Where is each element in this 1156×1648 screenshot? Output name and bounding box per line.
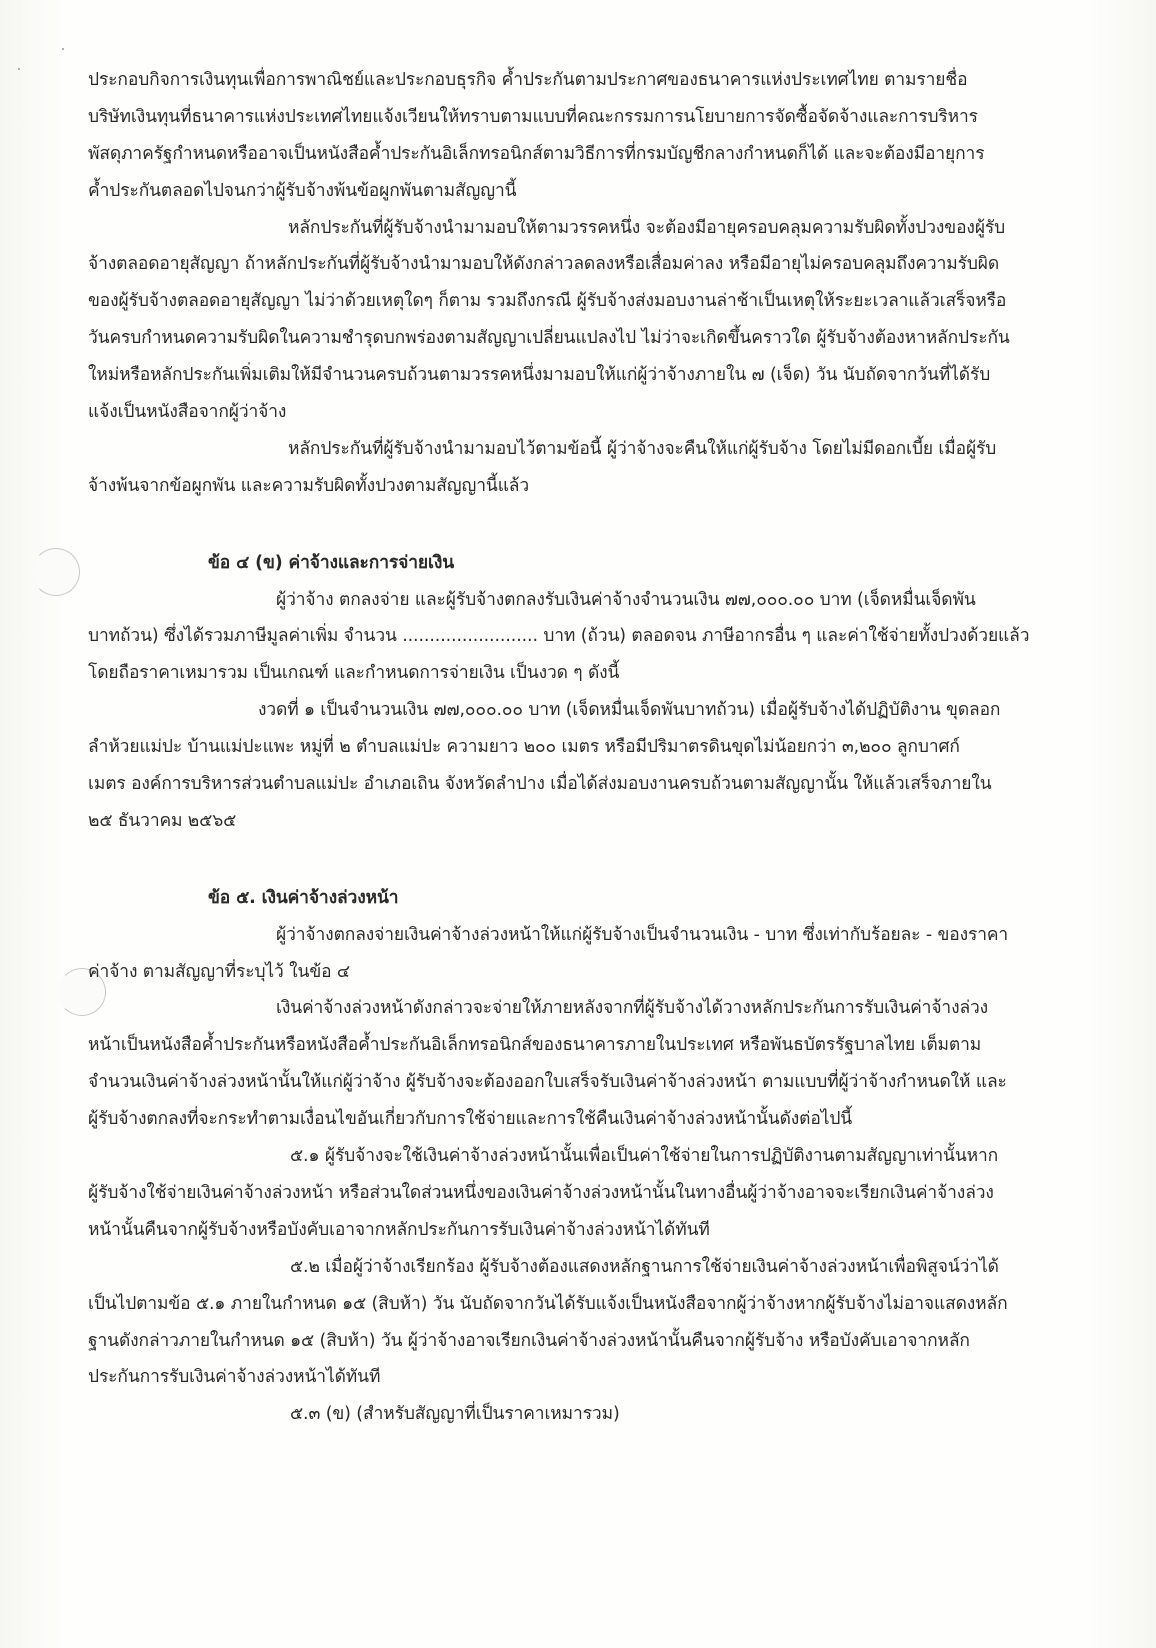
- text-line: ๕.๒ เมื่อผู้ว่าจ้างเรียกร้อง ผู้รับจ้างต้องแสดงหลักฐานการใช้จ่ายเงินค่าจ้างล่วงหน้าเพื่อพิสูจน์ว่าได้: [290, 1256, 999, 1277]
- text-line: จ้างพ้นจากข้อผูกพัน และความรับผิดทั้งปวงตามสัญญานี้แล้ว: [88, 475, 530, 496]
- text-line: งวดที่ ๑ เป็นจำนวนเงิน ๗๗,๐๐๐.๐๐ บาท (เจ็ดหมื่นเจ็ดพันบาทถ้วน) เมื่อผู้รับจ้างได้ปฏิบัติงาน ขุดลอก: [258, 700, 1001, 721]
- intro-paragraph: [88, 62, 1068, 210]
- text-line: วันครบกำหนดความรับผิดในความชำรุดบกพร่องตามสัญญาเปลี่ยนแปลงไป ไม่ว่าจะเกิดขึ้นคราวใด ผู้รับจ้างต้องหาหลักประกัน: [88, 328, 1010, 349]
- text-line: พัสดุภาครัฐกำหนดหรืออาจเป็นหนังสือค้ำประกันอิเล็กทรอนิกส์ตามวิธีการที่กรมบัญชีกลางกำหนดก็ได้ และจะต้องมีอายุการ: [88, 143, 985, 164]
- text-line: จำนวนเงินค่าจ้างล่วงหน้านั้นให้แก่ผู้ว่าจ้าง ผู้รับจ้างจะต้องออกใบเสร็จรับเงินค่าจ้างล่วงหน้า ตามแบบที่ผู้ว่าจ้างกำหนดให้ และ: [88, 1072, 1007, 1093]
- text-line: ผู้ว่าจ้าง ตกลงจ่าย และผู้รับจ้างตกลงรับเงินค่าจ้างจำนวนเงิน ๗๗,๐๐๐.๐๐ บาท (เจ็ดหมื่นเจ็ดพัน: [276, 589, 976, 610]
- text-line: ค่าจ้าง ตามสัญญาที่ระบุไว้ ในข้อ ๔: [88, 961, 350, 982]
- section-heading: ข้อ ๔ (ข) ค่าจ้างและการจ่ายเงิน: [208, 552, 454, 573]
- guarantee-coverage-paragraph: [88, 210, 1068, 431]
- text-line: ใหม่หรือหลักประกันเพิ่มเติมให้มีจำนวนครบถ้วนตามวรรคหนึ่งมามอบให้แก่ผู้ว่าจ้างภายใน ๗ (เจ็ด) วัน นับถัดจากวันที่ได้รับ: [88, 365, 991, 386]
- text-line: บาทถ้วน) ซึ่งได้รวมภาษีมูลค่าเพิ่ม จำนวน ......................... บาท (ถ้วน) ตลอดจน ภาษีอากรอื่น ๆ และค่าใช้จ่ายทั้งปวงด้วยแล้ว: [88, 626, 1030, 647]
- text-line: เป็นไปตามข้อ ๕.๑ ภายในกำหนด ๑๕ (สิบห้า) วัน นับถัดจากวันได้รับแจ้งเป็นหนังสือจากผู้ว่าจ้างหากผู้รับจ้างไม่อาจแสดงหลัก: [88, 1293, 1008, 1314]
- text-line: โดยถือราคาเหมารวม เป็นเกณฑ์ และกำหนดการจ่ายเงิน เป็นงวด ๆ ดังนี้: [88, 663, 620, 684]
- text-line: ค้ำประกันตลอดไปจนกว่าผู้รับจ้างพ้นข้อผูกพันตามสัญญานี้: [88, 180, 517, 201]
- text-line: แจ้งเป็นหนังสือจากผู้ว่าจ้าง: [88, 402, 287, 423]
- text-line: ผู้รับจ้างตกลงที่จะกระทำตามเงื่อนไขอันเกี่ยวกับการใช้จ่ายและการใช้คืนเงินค่าจ้างล่วงหน้านั้นดังต่อไปนี้: [88, 1109, 853, 1130]
- scan-speck: [62, 48, 64, 50]
- text-line: ผู้รับจ้างใช้จ่ายเงินค่าจ้างล่วงหน้า หรือส่วนใดส่วนหนึ่งของเงินค่าจ้างล่วงหน้านั้นในทางอื่นผู้ว่าจ้างอาจจะเรียกเงินค่าจ้างล่วง: [88, 1182, 994, 1203]
- text-line: บริษัทเงินทุนที่ธนาคารแห่งประเทศไทยแจ้งเวียนให้ทราบตามแบบที่คณะกรรมการนโยบายการจัดซื้อจัดจ้างและการบริหาร: [88, 106, 978, 127]
- section-5: [88, 880, 1068, 1433]
- text-line: หน้าเป็นหนังสือค้ำประกันหรือหนังสือค้ำประกันอิเล็กทรอนิกส์ของธนาคารภายในประเทศ หรือพันธบัตรรัฐบาลไทย เต็มตาม: [88, 1035, 982, 1056]
- text-line: เงินค่าจ้างล่วงหน้าดังกล่าวจะจ่ายให้ภายหลังจากที่ผู้รับจ้างได้วางหลักประกันการรับเงินค่าจ้างล่วง: [276, 998, 989, 1019]
- text-line: ฐานดังกล่าวภายในกำหนด ๑๕ (สิบห้า) วัน ผู้ว่าจ้างอาจเรียกเงินค่าจ้างล่วงหน้านั้นคืนจากผู้รับจ้าง หรือบังคับเอาจากหลัก: [88, 1330, 970, 1351]
- scan-speck: [18, 68, 20, 70]
- text-line: ลำห้วยแม่ปะ บ้านแม่ปะแพะ หมู่ที่ ๒ ตำบลแม่ปะ ความยาว ๒๐๐ เมตร หรือมีปริมาตรดินขุดไม่น้อยกว่า ๓,๒๐๐ ลูกบาศก์: [88, 737, 960, 758]
- text-line: ๕.๑ ผู้รับจ้างจะใช้เงินค่าจ้างล่วงหน้านั้นเพื่อเป็นค่าใช้จ่ายในการปฏิบัติงานตามสัญญาเท่านั้นหาก: [290, 1146, 999, 1167]
- text-line: จ้างตลอดอายุสัญญา ถ้าหลักประกันที่ผู้รับจ้างนำมามอบให้ดังกล่าวลดลงหรือเสื่อมค่าลง หรือมีอายุไม่ครอบคลุมถึงความรับผิด: [88, 254, 1000, 275]
- document-body: [88, 62, 1068, 1433]
- text-line: ผู้ว่าจ้างตกลงจ่ายเงินค่าจ้างล่วงหน้าให้แก่ผู้รับจ้างเป็นจำนวนเงิน - บาท ซึ่งเท่ากับร้อยละ - ของราคา: [276, 924, 1009, 945]
- text-line: ของผู้รับจ้างตลอดอายุสัญญา ไม่ว่าด้วยเหตุใดๆ ก็ตาม รวมถึงกรณี ผู้รับจ้างส่งมอบงานล่าช้าเป็นเหตุให้ระยะเวลาแล้วเสร็จหรือ: [88, 291, 1007, 312]
- section-heading: ข้อ ๕. เงินค่าจ้างล่วงหน้า: [208, 887, 399, 908]
- text-line: หลักประกันที่ผู้รับจ้างนำมามอบให้ตามวรรคหนึ่ง จะต้องมีอายุครอบคลุมความรับผิดทั้งปวงของผู้รับ: [288, 217, 1006, 238]
- text-line: หน้านั้นคืนจากผู้รับจ้างหรือบังคับเอาจากหลักประกันการรับเงินค่าจ้างล่วงหน้าได้ทันที: [88, 1219, 710, 1240]
- text-line: ๕.๓ (ข) (สำหรับสัญญาที่เป็นราคาเหมารวม): [290, 1404, 620, 1425]
- guarantee-return-paragraph: [88, 431, 1068, 505]
- section-4: [88, 545, 1068, 840]
- punch-hole-top: [32, 548, 80, 596]
- text-line: หลักประกันที่ผู้รับจ้างนำมามอบไว้ตามข้อนี้ ผู้ว่าจ้างจะคืนให้แก่ผู้รับจ้าง โดยไม่มีดอกเบี้ย เมื่อผู้รับ: [288, 438, 997, 459]
- text-line: ๒๕ ธันวาคม ๒๕๖๕: [88, 810, 237, 831]
- text-line: ประกันการรับเงินค่าจ้างล่วงหน้าได้ทันที: [88, 1367, 381, 1388]
- text-line: ประกอบกิจการเงินทุนเพื่อการพาณิชย์และประกอบธุรกิจ ค้ำประกันตามประกาศของธนาคารแห่งประเทศไทย ตามรายชื่อ: [88, 70, 968, 90]
- text-line: เมตร องค์การบริหารส่วนตำบลแม่ปะ อำเภอเถิน จังหวัดลำปาง เมื่อได้ส่งมอบงานครบถ้วนตามสัญญานั้น ให้แล้วเสร็จภายใน: [88, 774, 992, 795]
